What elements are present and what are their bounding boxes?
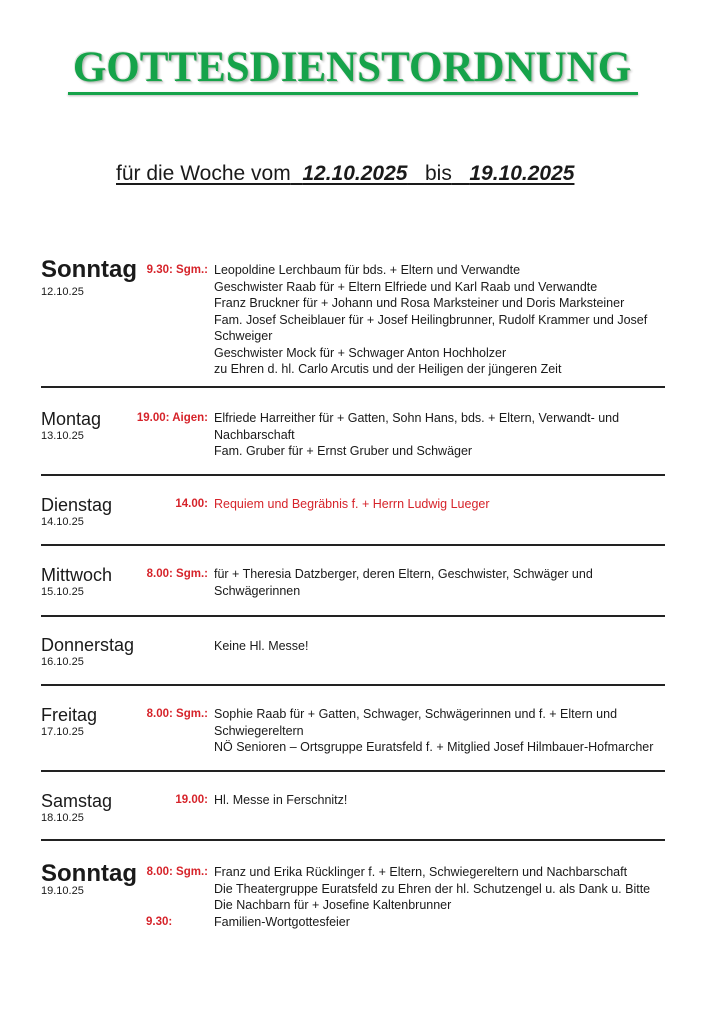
day-date: 17.10.25: [41, 726, 84, 738]
date-to: 19.10.2025: [469, 162, 575, 185]
divider: [41, 615, 665, 617]
intention-entry: zu Ehren d. hl. Carlo Arcutis und der Heiligen der jüngeren Zeit: [214, 362, 562, 376]
service-time: 14.00:: [175, 498, 208, 510]
intention-entry: Die Theatergruppe Euratsfeld zu Ehren der hl. Schutzengel u. als Dank u. Bitte: [214, 881, 651, 896]
service-time: 19.00:: [175, 794, 208, 806]
intention-entry: Die Nachbarn für + Josefine Kaltenbrunner: [214, 898, 452, 912]
subtitle-prefix: für die Woche vom: [116, 162, 291, 185]
intention-entry: Franz und Erika Rücklinger f. + Eltern, Schwiegereltern und Nachbarschaft: [214, 865, 628, 879]
service-entries: [214, 566, 684, 599]
service-time: 9.30:: [146, 916, 173, 928]
service-entries: [214, 864, 684, 914]
intention-entry: Geschwister Raab für + Eltern Elfriede und Karl Raab und Verwandte: [214, 279, 598, 294]
divider: [41, 839, 665, 841]
divider: [41, 386, 665, 388]
intention-entry: Fam. Josef Scheiblauer für + Josef Heilingbrunner, Rudolf Krammer und Josef Schweiger: [214, 312, 648, 343]
day-name: Sonntag: [41, 256, 137, 283]
day-name: Sonntag: [41, 860, 137, 887]
day-date: 19.10.25: [41, 885, 84, 897]
day-name: Samstag: [41, 791, 113, 811]
service-entries: [214, 496, 684, 513]
day-name: Mittwoch: [41, 565, 113, 585]
service-time: 8.00: Sgm.:: [146, 866, 208, 878]
day-name: Dienstag: [41, 495, 113, 515]
day-date: 15.10.25: [41, 586, 84, 598]
service-time: 9.30: Sgm.:: [146, 264, 208, 276]
intention-entry: Fam. Gruber für + Ernst Gruber und Schwäger: [214, 444, 473, 458]
divider: [41, 770, 665, 772]
service-entries: [214, 410, 684, 460]
day-date: 16.10.25: [41, 656, 84, 668]
divider: [41, 474, 665, 476]
service-entries: [214, 914, 684, 931]
service-entries: [214, 792, 684, 809]
date-from: 12.10.2025: [302, 162, 408, 185]
service-time: 8.00: Sgm.:: [146, 708, 208, 720]
service-entries: [214, 262, 684, 378]
day-date: 18.10.25: [41, 812, 84, 824]
title-underline: [68, 92, 638, 95]
intention-entry: Geschwister Mock für + Schwager Anton Hochholzer: [214, 345, 507, 360]
subtitle-mid: bis: [424, 162, 452, 185]
intention-entry: Sophie Raab für + Gatten, Schwager, Schwägerinnen und f. + Eltern und Schwiegereltern: [214, 707, 618, 738]
intention-entry: Elfriede Harreither für + Gatten, Sohn Hans, bds. + Eltern, Verwandt- und Nachbarschaft: [214, 411, 620, 442]
service-time: 19.00: Aigen:: [136, 412, 208, 424]
service-entries: [214, 638, 684, 655]
day-date: 13.10.25: [41, 430, 84, 442]
intention-entry: für + Theresia Datzberger, deren Eltern, Geschwister, Schwäger und Schwägerinnen: [214, 567, 593, 598]
divider: [41, 684, 665, 686]
intention-entry: Franz Bruckner für + Johann und Rosa Marksteiner und Doris Marksteiner: [214, 296, 625, 310]
day-name: Donnerstag: [41, 635, 135, 655]
week-subtitle: [116, 162, 574, 186]
intention-entry: NÖ Senioren – Ortsgruppe Euratsfeld f. + Mitglied Josef Hilmbauer-Hofmarcher: [214, 740, 654, 754]
intention-entry: Hl. Messe in Ferschnitz!: [214, 793, 348, 807]
day-date: 12.10.25: [41, 286, 84, 298]
day-name: Montag: [41, 409, 102, 429]
day-date: 14.10.25: [41, 516, 84, 528]
intention-entry: Familien-Wortgottesfeier: [214, 915, 350, 929]
divider: [41, 544, 665, 546]
page-title: GOTTESDIENSTORDNUNG: [72, 44, 632, 91]
day-name: Freitag: [41, 705, 98, 725]
service-time: 8.00: Sgm.:: [146, 568, 208, 580]
service-entries: [214, 706, 684, 756]
intention-entry: Leopoldine Lerchbaum für bds. + Eltern und Verwandte: [214, 263, 521, 277]
intention-entry: Keine Hl. Messe!: [214, 639, 309, 653]
intention-entry: Requiem und Begräbnis f. + Herrn Ludwig Lueger: [214, 497, 490, 511]
